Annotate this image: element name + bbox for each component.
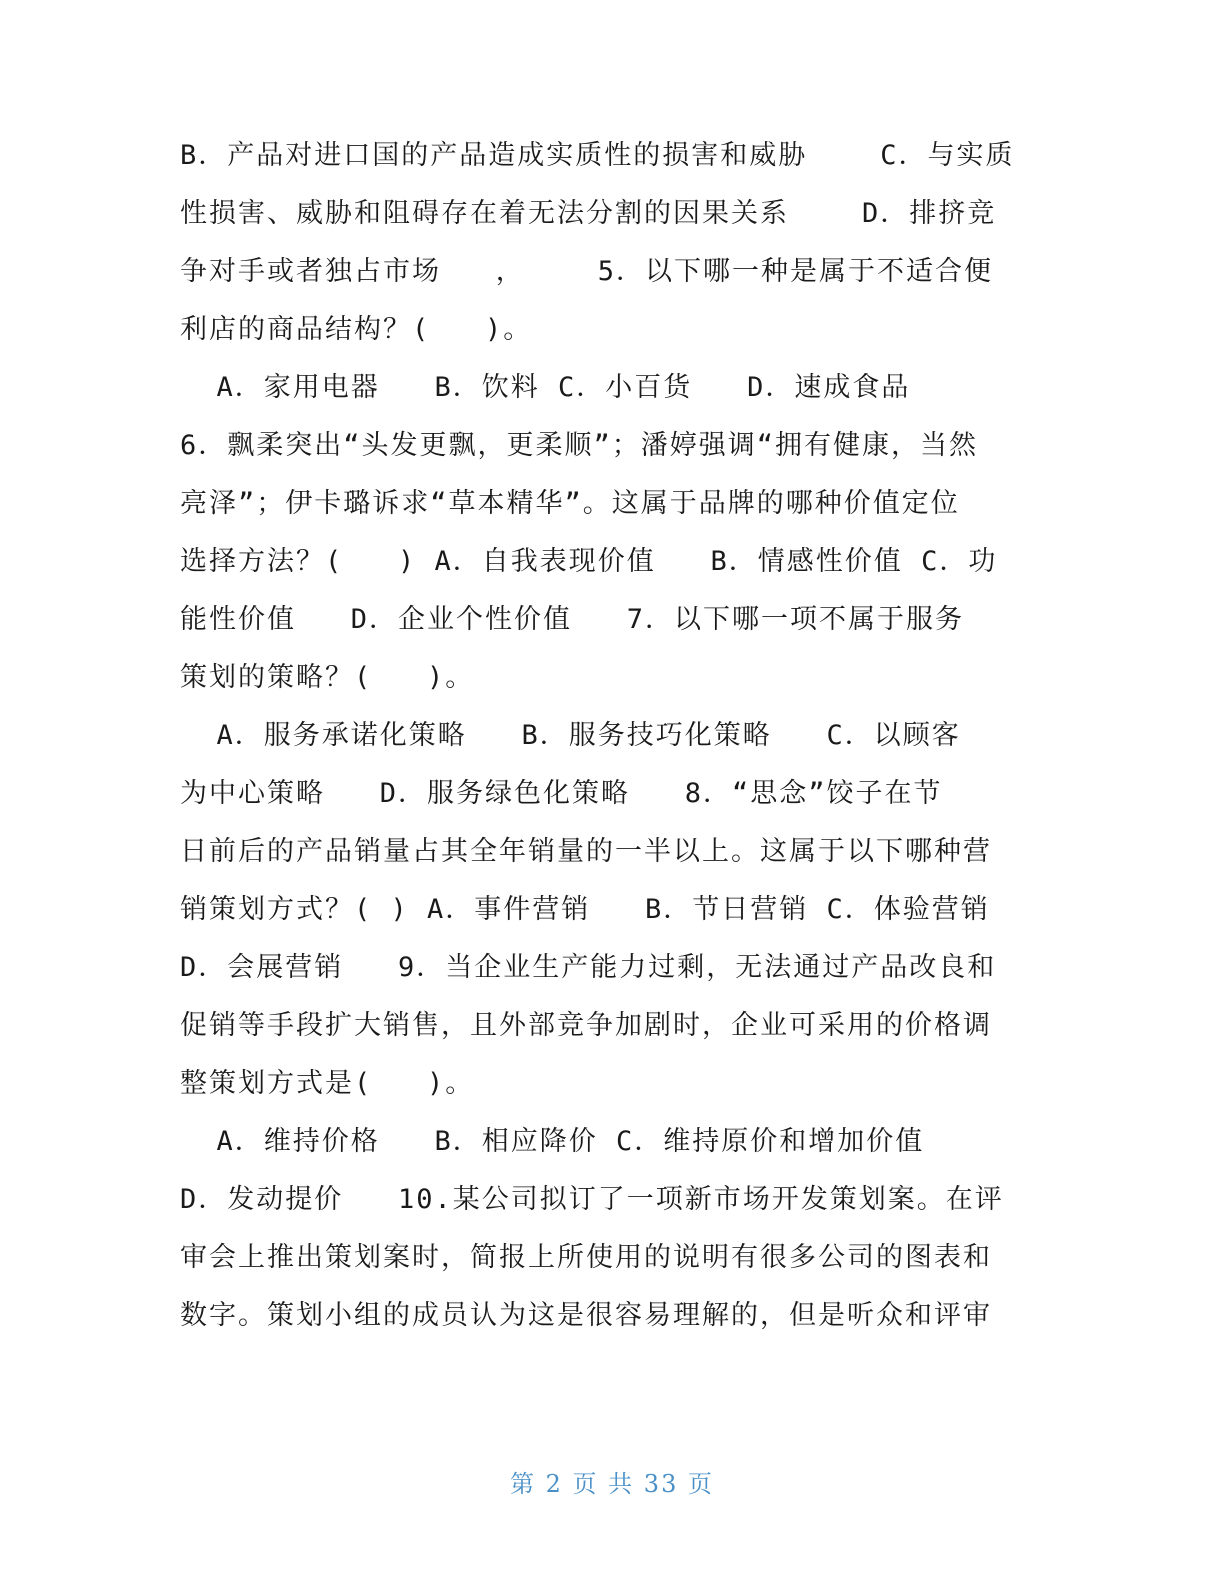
text-line: 争对手或者独占市场 ， 5．以下哪一种是属于不适合便 (180, 256, 994, 287)
text-line: D．发动提价 10.某公司拟订了一项新市场开发策划案。在评 (180, 1184, 1004, 1215)
text-line: A．维持价格 B．相应降价 C．维持原价和增加价值 (180, 1126, 925, 1157)
text-line: 利店的商品结构？( )。 (180, 314, 533, 345)
text-line: A．家用电器 B．饮料 C．小百货 D．速成食品 (180, 372, 911, 403)
text-line: 能性价值 D．企业个性价值 7．以下哪一项不属于服务 (180, 604, 965, 635)
text-line: 促销等手段扩大销售，且外部竞争加剧时，企业可采用的价格调 (180, 1010, 992, 1041)
text-line: 选择方法？( ) A．自我表现价值 B．情感性价值 C．功 (180, 546, 998, 577)
text-line: D．会展营销 9．当企业生产能力过剩，无法通过产品改良和 (180, 952, 997, 983)
text-line: 亮泽”；伊卡璐诉求“草本精华”。这属于品牌的哪种价值定位 (180, 488, 960, 519)
text-line: 日前后的产品销量占其全年销量的一半以上。这属于以下哪种营 (180, 836, 992, 867)
page-number-footer: 第 2 页 共 33 页 (510, 1470, 714, 1498)
text-line: A．服务承诺化策略 B．服务技巧化策略 C．以顾客 (180, 720, 961, 751)
text-line: 性损害、威胁和阻碍存在着无法分割的因果关系 D．排挤竞 (180, 198, 997, 229)
text-line: 为中心策略 D．服务绿色化策略 8．“思念”饺子在节 (180, 778, 943, 809)
text-line: 策划的策略？( )。 (180, 662, 475, 693)
text-line: 数字。策划小组的成员认为这是很容易理解的，但是听众和评审 (180, 1300, 992, 1331)
text-line: 销策划方式？( ) A．事件营销 B．节日营销 C．体验营销 (180, 894, 990, 925)
text-line: 整策划方式是( )。 (180, 1068, 475, 1099)
text-line: 审会上推出策划案时，简报上所使用的说明有很多公司的图表和 (180, 1242, 992, 1273)
text-line: 6．飘柔突出“头发更飘，更柔顺”；潘婷强调“拥有健康，当然 (180, 430, 979, 461)
text-line: B．产品对进口国的产品造成实质性的损害和威胁 C．与实质 (180, 140, 1015, 171)
